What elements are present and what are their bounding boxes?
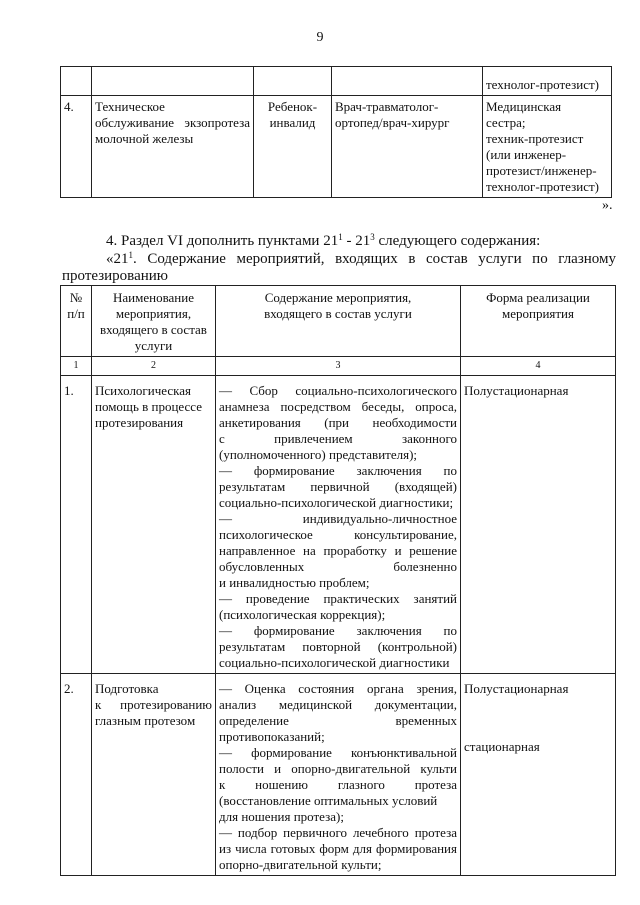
column-number: 3 — [216, 357, 461, 376]
text-line: — проведение практических занятий — [219, 591, 457, 606]
text-line: — Сбор социально-психологического — [219, 383, 457, 398]
text-line: Врач-травматолог- — [335, 99, 439, 114]
table-header-row — [61, 286, 616, 357]
column-number-row — [61, 357, 616, 376]
text-line: с привлечением законного — [219, 431, 457, 446]
text-line: протезист/инженер- — [486, 163, 597, 178]
service-name — [92, 96, 254, 198]
section-heading — [106, 251, 616, 268]
activity-form: Полустационарная — [461, 376, 616, 674]
activity-name — [92, 376, 216, 674]
text-line: входящего в состав услуги — [264, 306, 412, 321]
column-number: 2 — [92, 357, 216, 376]
text-line: технолог-протезист) — [486, 179, 599, 194]
activity-name — [92, 674, 216, 876]
text-line: опорно-двигательной культи; — [219, 857, 382, 872]
paragraph-text: - 21 — [342, 233, 371, 249]
text-line: Психологическая — [95, 383, 191, 398]
header-content — [216, 286, 461, 357]
text-line: техник-протезист — [486, 131, 584, 146]
text-line: протезирования — [95, 415, 184, 430]
activities-table — [60, 285, 616, 876]
text-line: Содержание мероприятия, — [264, 290, 412, 305]
text-line: (восстановление оптимальных условий — [219, 793, 438, 808]
superscript: 3 — [370, 232, 375, 242]
activity-content — [216, 674, 461, 876]
text-line: — формирование заключения по — [219, 623, 457, 638]
activity-content — [216, 376, 461, 674]
paragraph-text: «21 — [106, 251, 129, 267]
superscript: 1 — [338, 232, 343, 242]
column-number: 4 — [461, 357, 616, 376]
row-number: 2. — [61, 674, 92, 876]
header-name — [92, 286, 216, 357]
text-line: для ношения протеза); — [219, 809, 344, 824]
row-number: 1. — [61, 376, 92, 674]
table-cell — [61, 67, 92, 96]
text-line: обусловленных болезненно — [219, 559, 457, 574]
text-line: психологическое консультирование, — [219, 527, 457, 542]
text-line: (или инженер- — [486, 147, 567, 162]
table-cell — [92, 67, 254, 96]
header-num — [61, 286, 92, 357]
continued-table — [60, 66, 612, 198]
activity-form — [461, 674, 616, 876]
text-line: Медицинская — [486, 99, 562, 114]
text-line: — Оценка состояния органа зрения, — [219, 681, 457, 696]
text-line: анамнеза посредством беседы, опроса, — [219, 399, 457, 414]
text-line: стационарная — [464, 739, 540, 754]
cell-text: технолог-протезист) — [486, 77, 599, 92]
text-line: — подбор первичного лечебного протеза — [219, 825, 457, 840]
superscript: 1 — [128, 250, 133, 260]
row-number: 4. — [61, 96, 92, 198]
text-line: мероприятия — [501, 306, 574, 321]
text-line: социально-психологической диагностики — [219, 655, 450, 670]
text-line: молочной железы — [95, 131, 194, 146]
paragraph-text: следующего содержания: — [374, 233, 541, 249]
text-line: услуги — [134, 338, 173, 353]
text-line: помощь в процессе — [95, 399, 202, 414]
text-line: результатам первичной (входящей) — [219, 479, 457, 494]
text-line: Полустационарная — [464, 681, 569, 696]
text-line: — формирование заключения по — [219, 463, 457, 478]
text-line: анализ медицинской документации, — [219, 697, 457, 712]
specialist — [332, 96, 483, 198]
text-line: из числа готовых форм для формирования — [219, 841, 457, 856]
text-line: № — [69, 290, 83, 305]
closing-quote: ». — [602, 198, 613, 213]
text-line: — индивидуально-личностное — [219, 511, 457, 526]
table-cell — [332, 67, 483, 96]
text-line: сестра; — [486, 115, 526, 130]
text-line: направленное на проработку и решение — [219, 543, 457, 558]
text-line: обслуживание экзопротеза — [95, 115, 250, 130]
patient-category — [254, 96, 332, 198]
header-form — [461, 286, 616, 357]
text-line: определение временных — [219, 713, 457, 728]
text-line: Техническое — [95, 99, 165, 114]
section-heading-continuation: протезированию — [62, 268, 168, 284]
text-line: полости и опорно-двигательной культи — [219, 761, 457, 776]
text-line: Ребенок- — [267, 99, 318, 114]
paragraph-text: . Содержание мероприятий, входящих в состав услуги по глазному — [133, 251, 616, 267]
text-line: результатам повторной (контрольной) — [219, 639, 457, 654]
text-line: ортопед/врач-хирург — [335, 115, 450, 130]
text-line: мероприятия, — [115, 306, 192, 321]
text-line: противопоказаний; — [219, 729, 325, 744]
table-row — [61, 96, 612, 198]
text-line: Подготовка — [95, 681, 159, 696]
table-row — [61, 674, 616, 876]
text-line: анкетирования (при необходимости — [219, 415, 457, 430]
table-row — [61, 376, 616, 674]
text-line: инвалид — [269, 115, 316, 130]
table-cell — [254, 67, 332, 96]
table-row — [61, 67, 612, 96]
text-line: глазным протезом — [95, 713, 196, 728]
text-line: Наименование — [113, 290, 194, 305]
text-line: и инвалидностью проблем; — [219, 575, 370, 590]
text-line: социально-психологической диагностики; — [219, 495, 454, 510]
text-line: (уполномоченного) представителя); — [219, 447, 418, 462]
amendment-paragraph — [106, 233, 540, 250]
paragraph-text: 4. Раздел VI дополнить пунктами 21 — [106, 233, 339, 249]
table-cell — [483, 67, 612, 96]
column-number: 1 — [61, 357, 92, 376]
staff — [483, 96, 612, 198]
text-line: Форма реализации — [486, 290, 590, 305]
text-line: (психологическая коррекция); — [219, 607, 386, 622]
text-line: к протезированию — [95, 697, 212, 712]
text-line: п/п — [67, 306, 85, 321]
page-number: 9 — [316, 30, 324, 45]
text-line: входящего в состав — [100, 322, 207, 337]
text-line: — формирование конъюнктивальной — [219, 745, 457, 760]
text-line: к ношению глазного протеза — [219, 777, 457, 792]
